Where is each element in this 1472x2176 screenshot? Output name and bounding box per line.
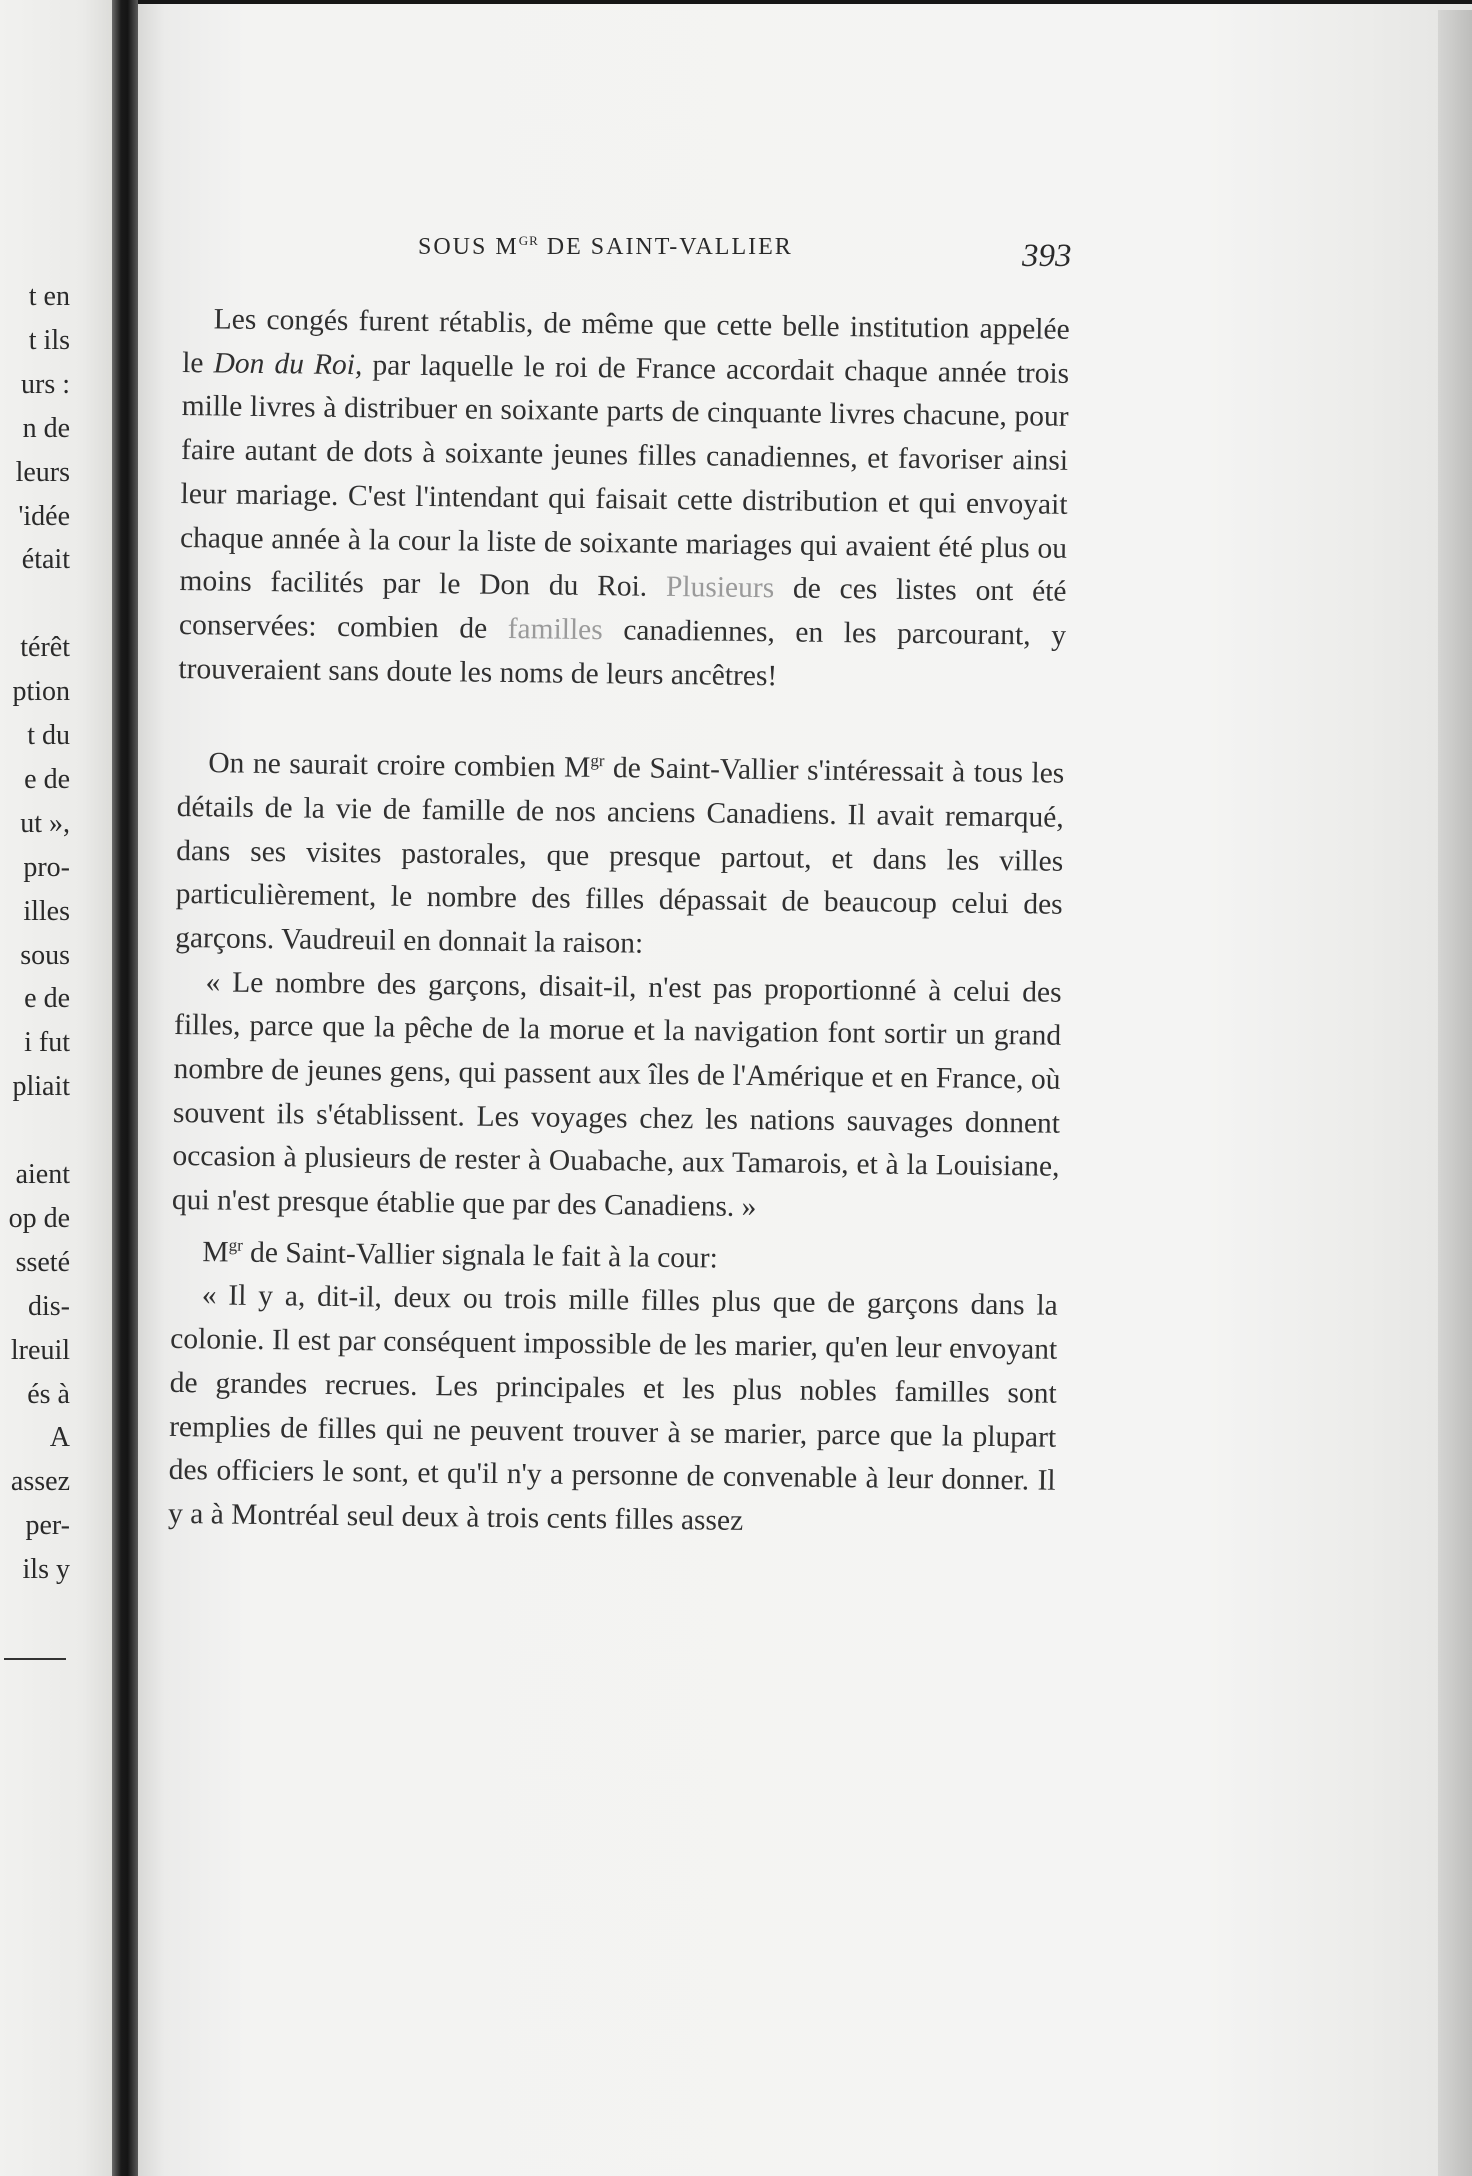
text-run: de ces listes ont été conservées: combien de	[178, 572, 1067, 645]
previous-page-line-fragment: t ils	[28, 324, 70, 356]
quote-vaudreuil: « Le nombre des garçons, disait-il, n'est pas proportionné à celui des filles, parce que la pêche de la morue et la navigation font sortir un grand nombre de jeunes gens, qui passent aux îles de l'Amérique et en France, où souvent ils s'établissent. Les voyages chez les nations sauvages donnent occasion à plusieurs de rester à Ouabache, aux Tamarois, et à la Louisiane, qui n'est presque établie que par des Canadiens. »	[171, 966, 1062, 1224]
previous-page-line-fragment: assez	[10, 1466, 70, 1498]
running-head-superscript: GR	[518, 233, 539, 248]
previous-page-line-fragment: dis-	[28, 1290, 70, 1322]
page-body	[168, 298, 1070, 1547]
paragraph-saint-vallier	[175, 734, 1065, 971]
previous-page-line-fragment: i fut	[24, 1027, 70, 1059]
text-run: M	[202, 1236, 229, 1269]
previous-page-line-fragment: était	[21, 544, 70, 576]
previous-page-line-fragment: urs :	[21, 368, 70, 400]
previous-page-line-fragment: per-	[25, 1510, 70, 1542]
previous-page-line-fragment: n de	[22, 412, 70, 444]
running-head-end: DE SAINT-VALLIER	[538, 234, 793, 260]
book-gutter	[112, 0, 138, 2176]
previous-page-line-fragment: lreuil	[10, 1334, 70, 1366]
faded-word: familles	[507, 612, 603, 647]
quote-saint-vallier: « Il y a, dit-il, deux ou trois mille filles plus que de garçons dans la colonie. Il est par conséquent impossible de les marier, qu'en leur envoyant de grandes recrues. Les principales et les plus nobles familles sont remplies de filles qui ne peuvent trouver à se marier, parce que la plupart des officiers le sont, et qu'il n'y a personne de convenable à leur donner. Il y a à Montréal seul deux à trois cents filles assez	[167, 1279, 1058, 1537]
italic-title: Don du Roi,	[213, 347, 363, 381]
previous-page-line-fragment: t du	[27, 720, 70, 751]
text-run: de Saint-Vallier signala le fait à la cour:	[242, 1236, 719, 1275]
previous-page-line-fragment: pliait	[12, 1071, 70, 1103]
previous-page-line-fragment: leurs	[15, 456, 70, 488]
previous-page-line-fragment: ut »,	[20, 807, 70, 839]
text-run: Les congés furent rétablis, de même que cette belle institution appelée le	[182, 303, 1070, 380]
paragraph-don-du-roi	[178, 298, 1070, 702]
previous-page-line-fragment: térêt	[20, 632, 70, 664]
text-run: canadiennes, en les parcourant, y trouveraient sans doute les noms de leurs ancêtres!	[178, 614, 1067, 692]
previous-page-line-fragment: 'idée	[18, 500, 70, 532]
text-run: par laquelle le roi de France accordait chaque année trois mille livres à distribuer en soixante parts de cinquante livres chacune, pour faire autant de dots à soixante jeunes filles canadiennes, et favoriser ainsi leur mariage. C'est l'intendant qui faisait cette distribution et qui envoyait chaque année à la cour la liste de soixante mariages qui avaient été plus ou moins facilités par le Don du Roi.	[179, 348, 1070, 604]
previous-page-line-fragment: A	[49, 1422, 70, 1454]
previous-page-line-fragment: op de	[8, 1202, 70, 1234]
previous-page-line-fragment: sous	[20, 939, 70, 971]
previous-page-line-fragment: e de	[24, 763, 70, 795]
previous-page-line-fragment: pro-	[23, 851, 70, 883]
running-head-start: SOUS M	[418, 234, 519, 260]
previous-page-footnote-rule	[4, 1658, 66, 1660]
superscript: gr	[590, 751, 605, 771]
previous-page-line-fragment: illes	[23, 895, 70, 927]
text-run: de Saint-Vallier s'intéressait à tous les détails de la vie de famille de nos anciens Canadiens. Il avait remarqué, dans ses visites pastorales, que presque partout, et dans les villes particulièrement, le nombre des filles dépassait de beaucoup celui des garçons. Vaudreuil en donnait la raison:	[174, 752, 1065, 960]
previous-page-line-fragment: ils y	[22, 1554, 70, 1586]
previous-page-line-fragment: aient	[15, 1159, 70, 1190]
previous-page-line-fragment: t en	[28, 281, 70, 312]
superscript: gr	[228, 1235, 243, 1255]
page-edge-shadow	[1438, 10, 1472, 2176]
previous-page-line-fragment: és à	[27, 1378, 70, 1410]
faded-word: Plusieurs	[665, 571, 775, 605]
previous-page-line-fragment: ption	[12, 676, 70, 708]
previous-page-line-fragment: e de	[24, 983, 70, 1015]
text-run: On ne saurait croire combien M	[208, 747, 591, 785]
previous-page-line-fragment: sseté	[15, 1246, 70, 1278]
page-number: 393	[1022, 238, 1072, 274]
running-head	[418, 233, 793, 261]
